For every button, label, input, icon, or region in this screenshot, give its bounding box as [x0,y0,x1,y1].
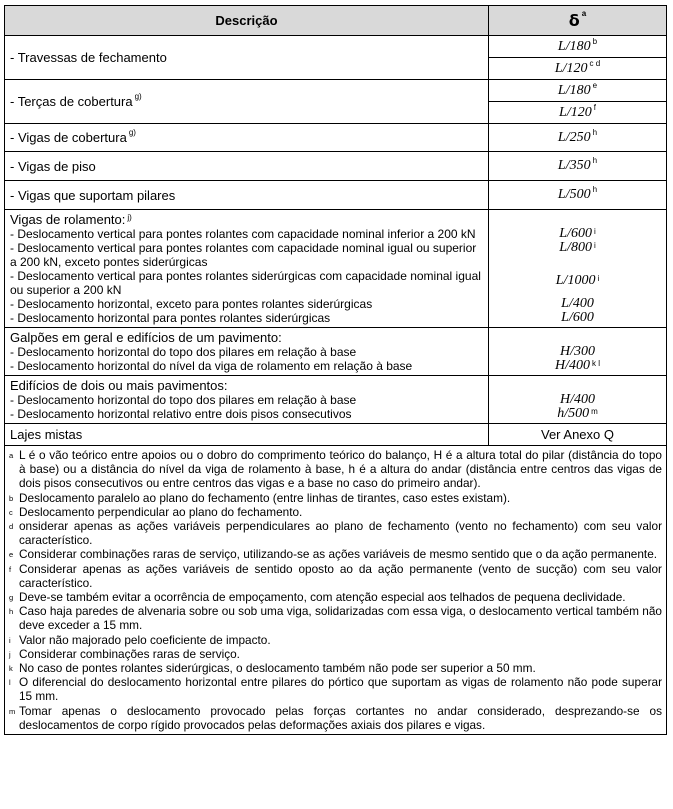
galpoes-description [5,328,489,376]
footnote-c: c Deslocamento perpendicular ao plano do fechamento. [9,504,303,519]
deflection-limits-table-page [4,5,666,735]
tercas-value-2: L/120 $^f$ [489,102,667,124]
rolamento-value-4: L/400 [561,296,594,311]
vigas-pilares-value: L/500 $^h$ [489,181,667,210]
edificios-value-1: H/400 [560,392,595,407]
header-delta [489,6,667,36]
galpoes-item-1: - Deslocamento horizontal do topo dos pilares em relação à base [10,345,357,359]
table-row [5,124,667,152]
deflection-limits-table [4,5,667,735]
vigas-piso-value: L/350 $^h$ [489,152,667,181]
footnote-f: f Considerar apenas as ações variáveis de sentido oposto ao da ação permanente (vento de sucção) com seu valor característico. [9,561,662,590]
header-delta-symbol: δ [568,11,580,30]
vigas-cobertura-label: - Vigas de cobertura $^{g)}$ [5,124,489,152]
lajes-label: Lajes mistas [5,424,489,446]
tercas-label: - Terças de cobertura $^{g)}$ [5,80,489,124]
rolamento-item-1: - Deslocamento vertical para pontes rolantes com capacidade nominal inferior a 200 kN [10,227,476,241]
vigas-piso-label: - Vigas de piso [5,152,489,181]
footnote-g: g Deve-se também evitar a ocorrência de empoçamento, com atenção especial aos telhados de pequena declividade. [9,590,626,605]
footnote-m: m Tomar apenas o deslocamento provocado pelas forças cortantes no andar considerado, desprezando-se os deslocamentos de corpo rígido provocados pelas deformações axiais dos pilares e vigas. [9,703,662,732]
edificios-title: Edifícios de dois ou mais pavimentos: [10,378,228,393]
edificios-description [5,376,489,424]
rolamento-values [489,210,667,328]
travessas-value-1: L/180 $^b$ [489,36,667,58]
vigas-cobertura-value: L/250 $^h$ [489,124,667,152]
footnote-i: i Valor não majorado pelo coeficiente de impacto. [9,632,271,647]
rolamento-item-3: - Deslocamento vertical para pontes rolantes siderúrgicas com capacidade nominal igual ou superior a 200 kN [10,269,481,297]
rolamento-title: Vigas de rolamento: $^{j)}$ [10,212,132,227]
footnotes [5,446,667,735]
travessas-value-2: L/120 $^{c d}$ [489,58,667,80]
footnote-k: k No caso de pontes rolantes siderúrgicas, o deslocamento também não pode ser superior a 50 mm. [9,661,536,676]
footnote-j: j Considerar combinações raras de serviço. [9,646,240,661]
rolamento-value-3: L/1000 $^i$ [555,273,600,288]
lajes-value: Ver Anexo Q [489,424,667,446]
table-row [5,80,667,102]
galpoes-value-1: H/300 [560,344,595,359]
edificios-values [489,376,667,424]
travessas-label: - Travessas de fechamento [5,36,489,80]
galpoes-values [489,328,667,376]
table-row [5,328,667,376]
galpoes-item-2: - Deslocamento horizontal do nível da viga de rolamento em relação à base [10,359,413,373]
rolamento-description [5,210,489,328]
table-header-row [5,6,667,36]
footnote-l: l O diferencial do deslocamento horizontal entre pilares do pórtico que suportam as vigas de rolamento não pode superar 15 mm. [9,675,662,704]
galpoes-title: Galpões em geral e edifícios de um pavimento: [10,330,282,345]
footnote-b: b Deslocamento paralelo ao plano do fechamento (entre linhas de tirantes, caso estes existam). [9,490,511,505]
header-delta-sup: a [581,9,587,18]
footnotes-row [5,446,667,735]
rolamento-item-5: - Deslocamento horizontal para pontes rolantes siderúrgicas [10,311,331,325]
table-row [5,152,667,181]
table-row [5,181,667,210]
edificios-value-2: h/500 $^m$ [557,406,598,421]
edificios-item-2: - Deslocamento horizontal relativo entre dois pisos consecutivos [10,407,352,421]
table-row [5,424,667,446]
table-row [5,210,667,328]
footnote-h: h Caso haja paredes de alvenaria sobre ou sob uma viga, solidarizadas com essa viga, o deslocamento vertical também não deve exceder a 15 mm. [9,604,662,633]
footnote-e: e Considerar combinações raras de serviço, utilizando-se as ações variáveis de mesmo sentido que o da ação permanente. [9,547,658,562]
vigas-pilares-label: - Vigas que suportam pilares [5,181,489,210]
table-row [5,36,667,58]
galpoes-value-2: H/400 $^{k l}$ [555,358,600,373]
rolamento-value-2: L/800 $^i$ [559,240,596,255]
rolamento-value-1: L/600 $^i$ [559,226,596,241]
footnote-a: a L é o vão teórico entre apoios ou o dobro do comprimento teórico do balanço, H é a altura total do pilar (distância do topo à base) ou a distância do nível da viga de rolamento à base, h é a altura do andar (distância entre centros das vigas de dois pisos consecutivos ou entre centros das vigas e a base no caso do primeiro andar). [9,448,662,491]
tercas-value-1: L/180 $^e$ [489,80,667,102]
rolamento-value-5: L/600 [561,310,594,325]
rolamento-item-2: - Deslocamento vertical para pontes rolantes com capacidade nominal igual ou superior a 200 kN, exceto pontes siderúrgicas [10,241,477,269]
header-descricao: Descrição [5,6,489,36]
edificios-item-1: - Deslocamento horizontal do topo dos pilares em relação à base [10,393,357,407]
footnote-d: d onsiderar apenas as ações variáveis perpendiculares ao plano de fechamento (vento no fechamento) com seu valor característico. [9,519,662,548]
table-row [5,376,667,424]
rolamento-item-4: - Deslocamento horizontal, exceto para pontes rolantes siderúrgicas [10,297,373,311]
